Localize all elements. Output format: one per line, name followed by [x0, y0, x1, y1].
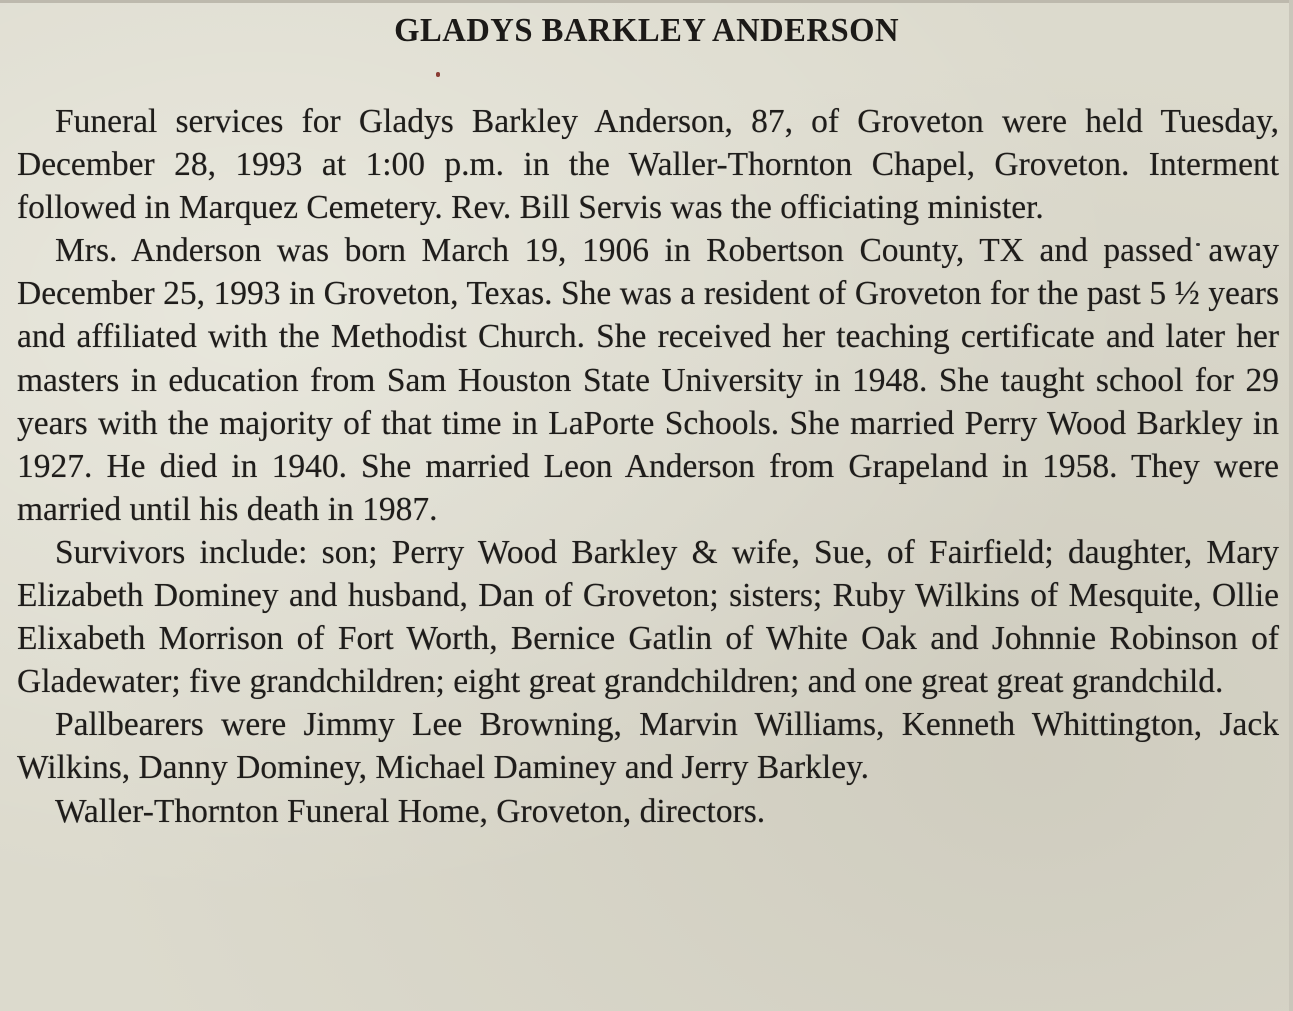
obituary-headline: GLADYS BARKLEY ANDERSON — [394, 12, 900, 49]
clipping-top-edge — [0, 0, 1293, 3]
paragraph-services: Funeral services for Gladys Barkley Anderson, 87, of Groveton were held Tuesday, December 28, 1993 at 1:00 p.m. in the Waller-Thornton Chapel, Groveton. Interment followed in Marquez Cemetery. Rev. Bill Servis was the officiating minister. — [17, 103, 1279, 227]
paragraph-survivors: Survivors include: son; Perry Wood Barkley & wife, Sue, of Fairfield; daughter, Mary Elizabeth Dominey and husband, Dan of Groveton; sisters; Ruby Wilkins of Mesquite, Ollie Elixabeth Morrison of Fort Worth, Bernice Gatlin of White Oak and Johnnie Robinson of Gladewater; five grandchildren; eight great grandchildren; and one great great grandchild. — [17, 533, 1279, 701]
paragraph-biography: Mrs. Anderson was born March 19, 1906 in Robertson County, TX and passed away December 25, 1993 in Groveton, Texas. She was a resident of Groveton for the past 5 ½ years and affiliated with the Methodist Church. She received her teaching certificate and later her masters in education from Sam Houston State University in 1948. She taught school for 29 years with the majority of that time in LaPorte Schools. She married Perry Wood Barkley in 1927. He died in 1940. She married Leon Anderson from Grapeland in 1958. They were married until his death in 1987. — [17, 232, 1279, 528]
ink-speck — [436, 72, 440, 77]
paragraph-pallbearers: Pallbearers were Jimmy Lee Browning, Marvin Williams, Kenneth Whittington, Jack Wilkins, Danny Dominey, Michael Daminey and Jerry Barkley. — [17, 706, 1279, 787]
obituary-body — [17, 100, 1279, 833]
clipping-right-edge — [1289, 0, 1293, 1011]
paragraph-directors: Waller-Thornton Funeral Home, Groveton, directors. — [55, 792, 766, 830]
